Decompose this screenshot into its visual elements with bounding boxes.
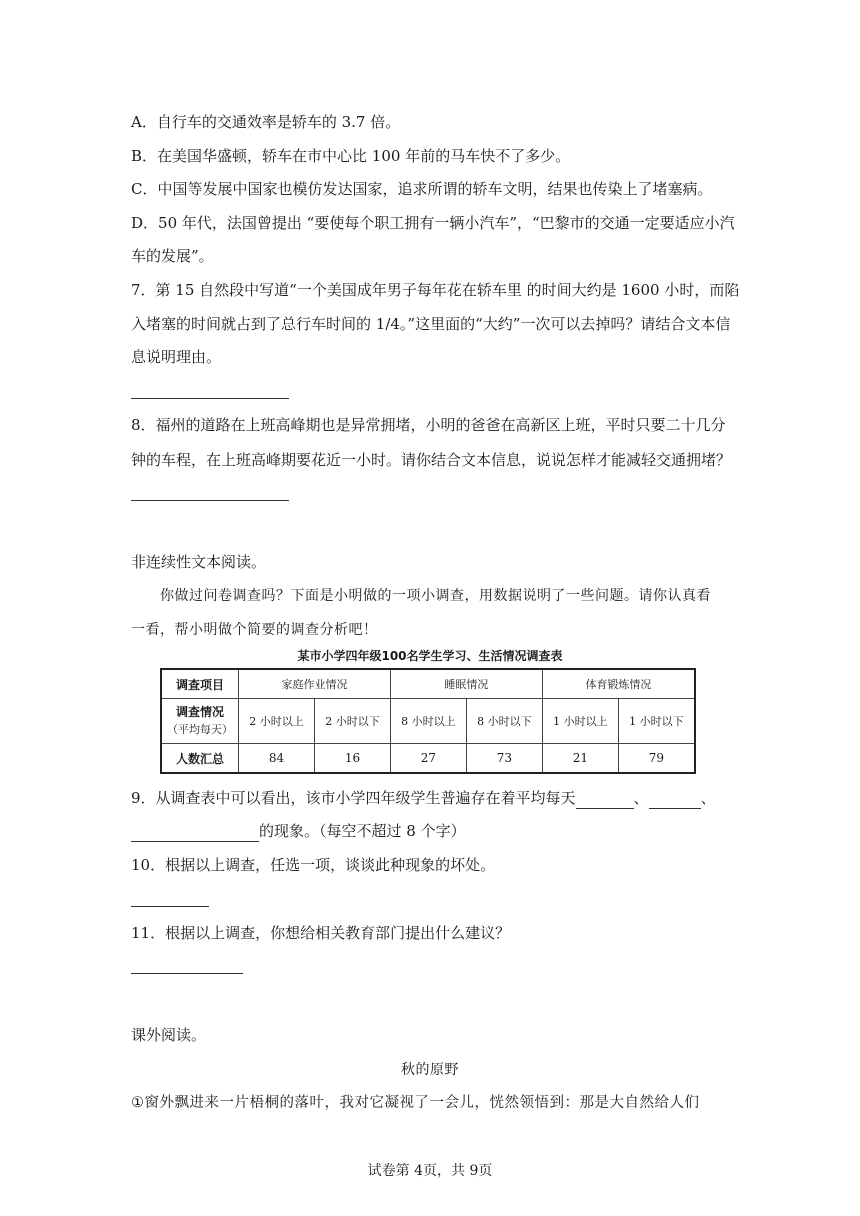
question-8-line1: 8．福州的道路在上班高峰期也是异常拥堵，小明的爸爸在高新区上班，平时只要二十几分 [131,416,726,434]
page-footer: 试卷第 4页，共 9页 [367,1163,493,1179]
option-a: A．自行车的交通效率是轿车的 3.7 倍。 [131,113,401,131]
article-paragraph-1: ①窗外飘进来一片梧桐的落叶，我对它凝视了一会儿，恍然领悟到：那是大自然给人们 [131,1095,700,1111]
table-group-exercise: 体育锻炼情况 [542,669,695,699]
question-9-suffix: 的现象。（每空不超过 8 个字） [259,822,466,840]
table-header-total: 人数汇总 [161,744,239,774]
separator: 、 [633,789,649,807]
option-d-line2: 车的发展”。 [131,247,214,265]
question-7-line1: 7．第 15 自然段中写道“一个美国成年男子每年花在轿车里 的时间大约是 1600 小时，而陷 [131,281,740,299]
table-group-sleep: 睡眠情况 [390,669,542,699]
question-10: 10．根据以上调查，任选一项，谈谈此种现象的坏处。 [131,856,496,874]
table-header-status [161,699,239,744]
table-col-header: 1 小时以下 [618,699,695,744]
table-cell: 84 [239,744,315,774]
table-col-header: 1 小时以上 [542,699,618,744]
table-cell: 16 [314,744,390,774]
table-col-header: 8 小时以下 [466,699,542,744]
question-9-line1 [131,787,716,809]
table-cell: 73 [466,744,542,774]
table-cell: 27 [390,744,466,774]
article-title: 秋的原野 [401,1062,459,1078]
answer-line-q10[interactable] [131,906,209,907]
table-header-item: 调查项目 [161,669,239,699]
option-b: B．在美国华盛顿，轿车在市中心比 100 年前的马车快不了多少。 [131,147,571,165]
table-group-homework: 家庭作业情况 [239,669,391,699]
answer-blank-3[interactable] [131,825,259,842]
question-11: 11．根据以上调查，你想给相关教育部门提出什么建议？ [131,924,511,942]
survey-table [160,668,696,774]
table-col-header: 2 小时以上 [239,699,315,744]
question-8-line2: 钟的车程，在上班高峰期要花近一小时。请你结合文本信息，说说怎样才能减轻交通拥堵？ [131,451,732,469]
section-heading-noncontinuous: 非连续性文本阅读。 [131,553,267,571]
survey-table-title: 某市小学四年级100名学生学习、生活情况调查表 [297,649,563,663]
table-cell: 21 [542,744,618,774]
answer-blank-1[interactable] [576,792,634,809]
table-cell: 79 [618,744,695,774]
survey-intro-line2: 一看，帮小明做个简要的调查分析吧！ [131,622,378,638]
survey-intro-line1: 你做过问卷调查吗？下面是小明做的一项小调查，用数据说明了一些问题。请你认真看 [160,588,711,604]
answer-line-q11[interactable] [131,973,243,974]
question-9-text: 9．从调查表中可以看出，该市小学四年级学生普遍存在着平均每天 [131,789,576,807]
table-header-status-line2: （平均每天） [167,723,233,736]
table-col-header: 2 小时以下 [314,699,390,744]
question-7-line2: 入堵塞的时间就占到了总行车时间的 1/4。”这里面的“大约”一次可以去掉吗？请结合文本信 [131,315,731,333]
answer-line-q7[interactable] [131,398,289,399]
question-9-line2 [131,820,466,842]
option-d-line1: D．50 年代，法国曾提出 “要使每个职工拥有一辆小汽车”，“巴黎市的交通一定要适应小汽 [131,214,735,232]
section-heading-extracurricular: 课外阅读。 [131,1026,207,1044]
option-c: C．中国等发展中国家也模仿发达国家，追求所谓的轿车文明，结果也传染上了堵塞病。 [131,180,713,198]
separator: 、 [700,789,716,807]
question-7-line3: 息说明理由。 [131,348,222,366]
table-col-header: 8 小时以上 [390,699,466,744]
answer-blank-2[interactable] [649,792,701,809]
table-header-status-line1: 调查情况 [175,705,224,719]
answer-line-q8[interactable] [131,500,289,501]
